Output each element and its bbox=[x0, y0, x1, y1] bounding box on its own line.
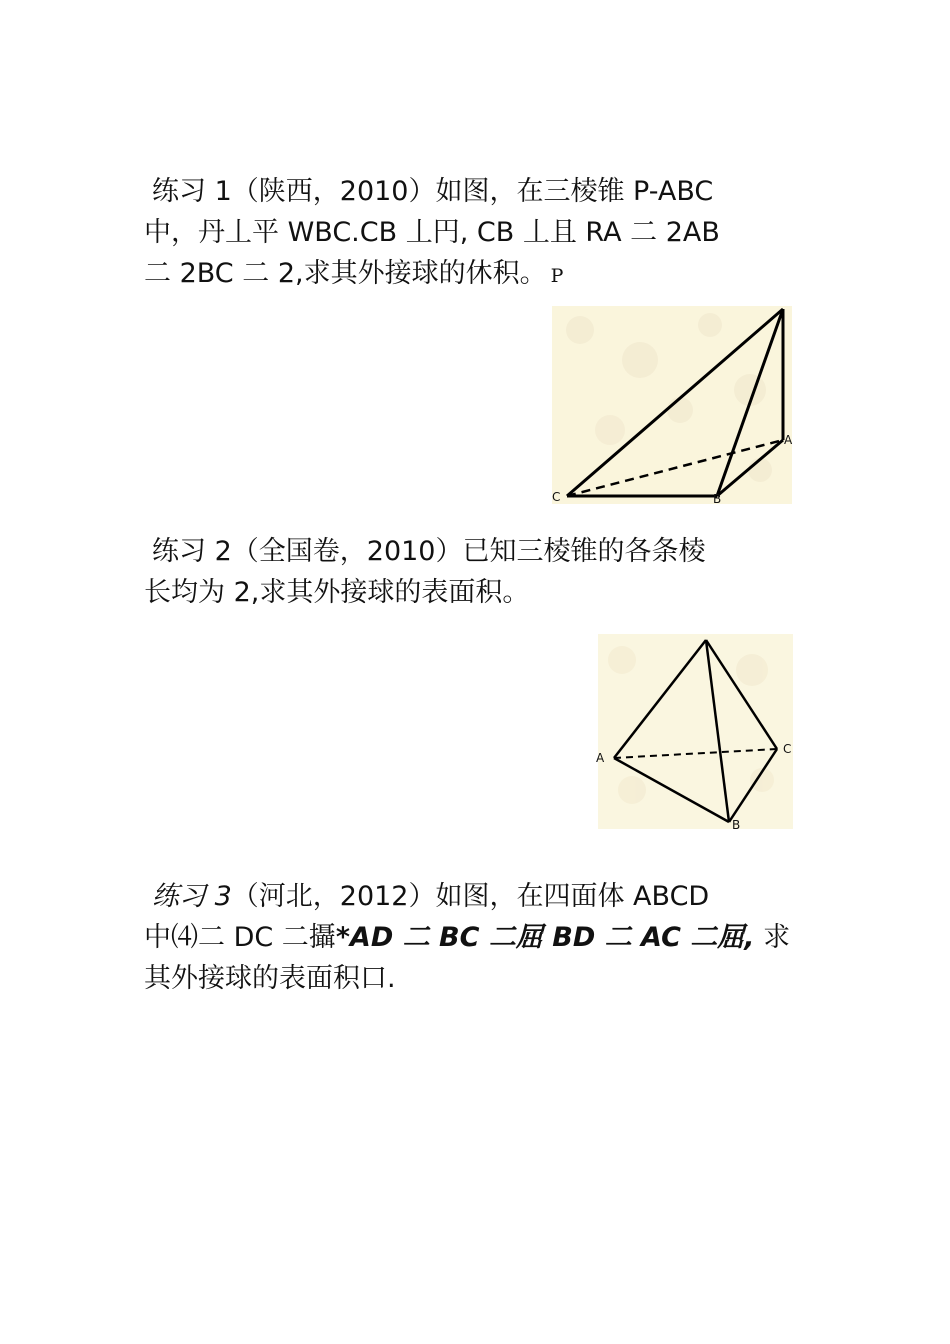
exercise-1-line-3 bbox=[144, 253, 784, 297]
exercise-3-line-2-b: 求 bbox=[754, 922, 791, 953]
exercise-1-apex-label-p: P bbox=[550, 265, 564, 287]
vertex-label-c: C bbox=[552, 490, 561, 504]
exercise-1-text bbox=[144, 171, 784, 297]
exercise-2-line-1: 练习 2（全国卷，2010）已知三棱锥的各条棱 bbox=[152, 536, 706, 567]
exercise-3-line-1-rest: （河北，2012）如图，在四面体 ABCD bbox=[231, 881, 710, 912]
exercise-3-line-2 bbox=[144, 917, 791, 958]
exercise-1-line-2: 中，丹丄平 WBC.CB 丄円, CB 丄且 RA 二 2AB bbox=[144, 217, 720, 248]
exercise-1-figure bbox=[550, 300, 795, 510]
exercise-3-text bbox=[144, 876, 791, 999]
exercise-3-line-1 bbox=[144, 876, 784, 917]
exercise-3-line-2-a: 中⑷二 DC 二攝 bbox=[144, 922, 336, 953]
exercise-3-line-2-italic: *AD 二 BC 二屈 BD 二 AC 二屈, bbox=[335, 922, 755, 953]
exercise-1-line-1: 练习 1（陕西，2010）如图，在三棱锥 P-ABC bbox=[152, 176, 714, 207]
exercise-3-line-3: 其外接球的表面积口. bbox=[144, 963, 396, 994]
vertex-label-b: B bbox=[713, 492, 722, 506]
vertex-label-c: C bbox=[783, 742, 792, 756]
pyramid-pabc-diagram bbox=[550, 300, 795, 510]
regular-tetrahedron-diagram bbox=[592, 630, 795, 835]
vertex-label-a: A bbox=[596, 751, 605, 765]
exercise-2-text bbox=[144, 531, 784, 613]
exercise-3-lead: 练习 3 bbox=[152, 881, 232, 912]
exercise-2-figure bbox=[592, 630, 795, 835]
vertex-label-a: A bbox=[784, 433, 793, 447]
vertex-label-b: B bbox=[732, 818, 741, 832]
exercise-1-line-3-main: 二 2BC 二 2,求其外接球的休积。 bbox=[144, 258, 547, 289]
exercise-2-line-2: 长均为 2,求其外接球的表面积。 bbox=[144, 577, 530, 608]
